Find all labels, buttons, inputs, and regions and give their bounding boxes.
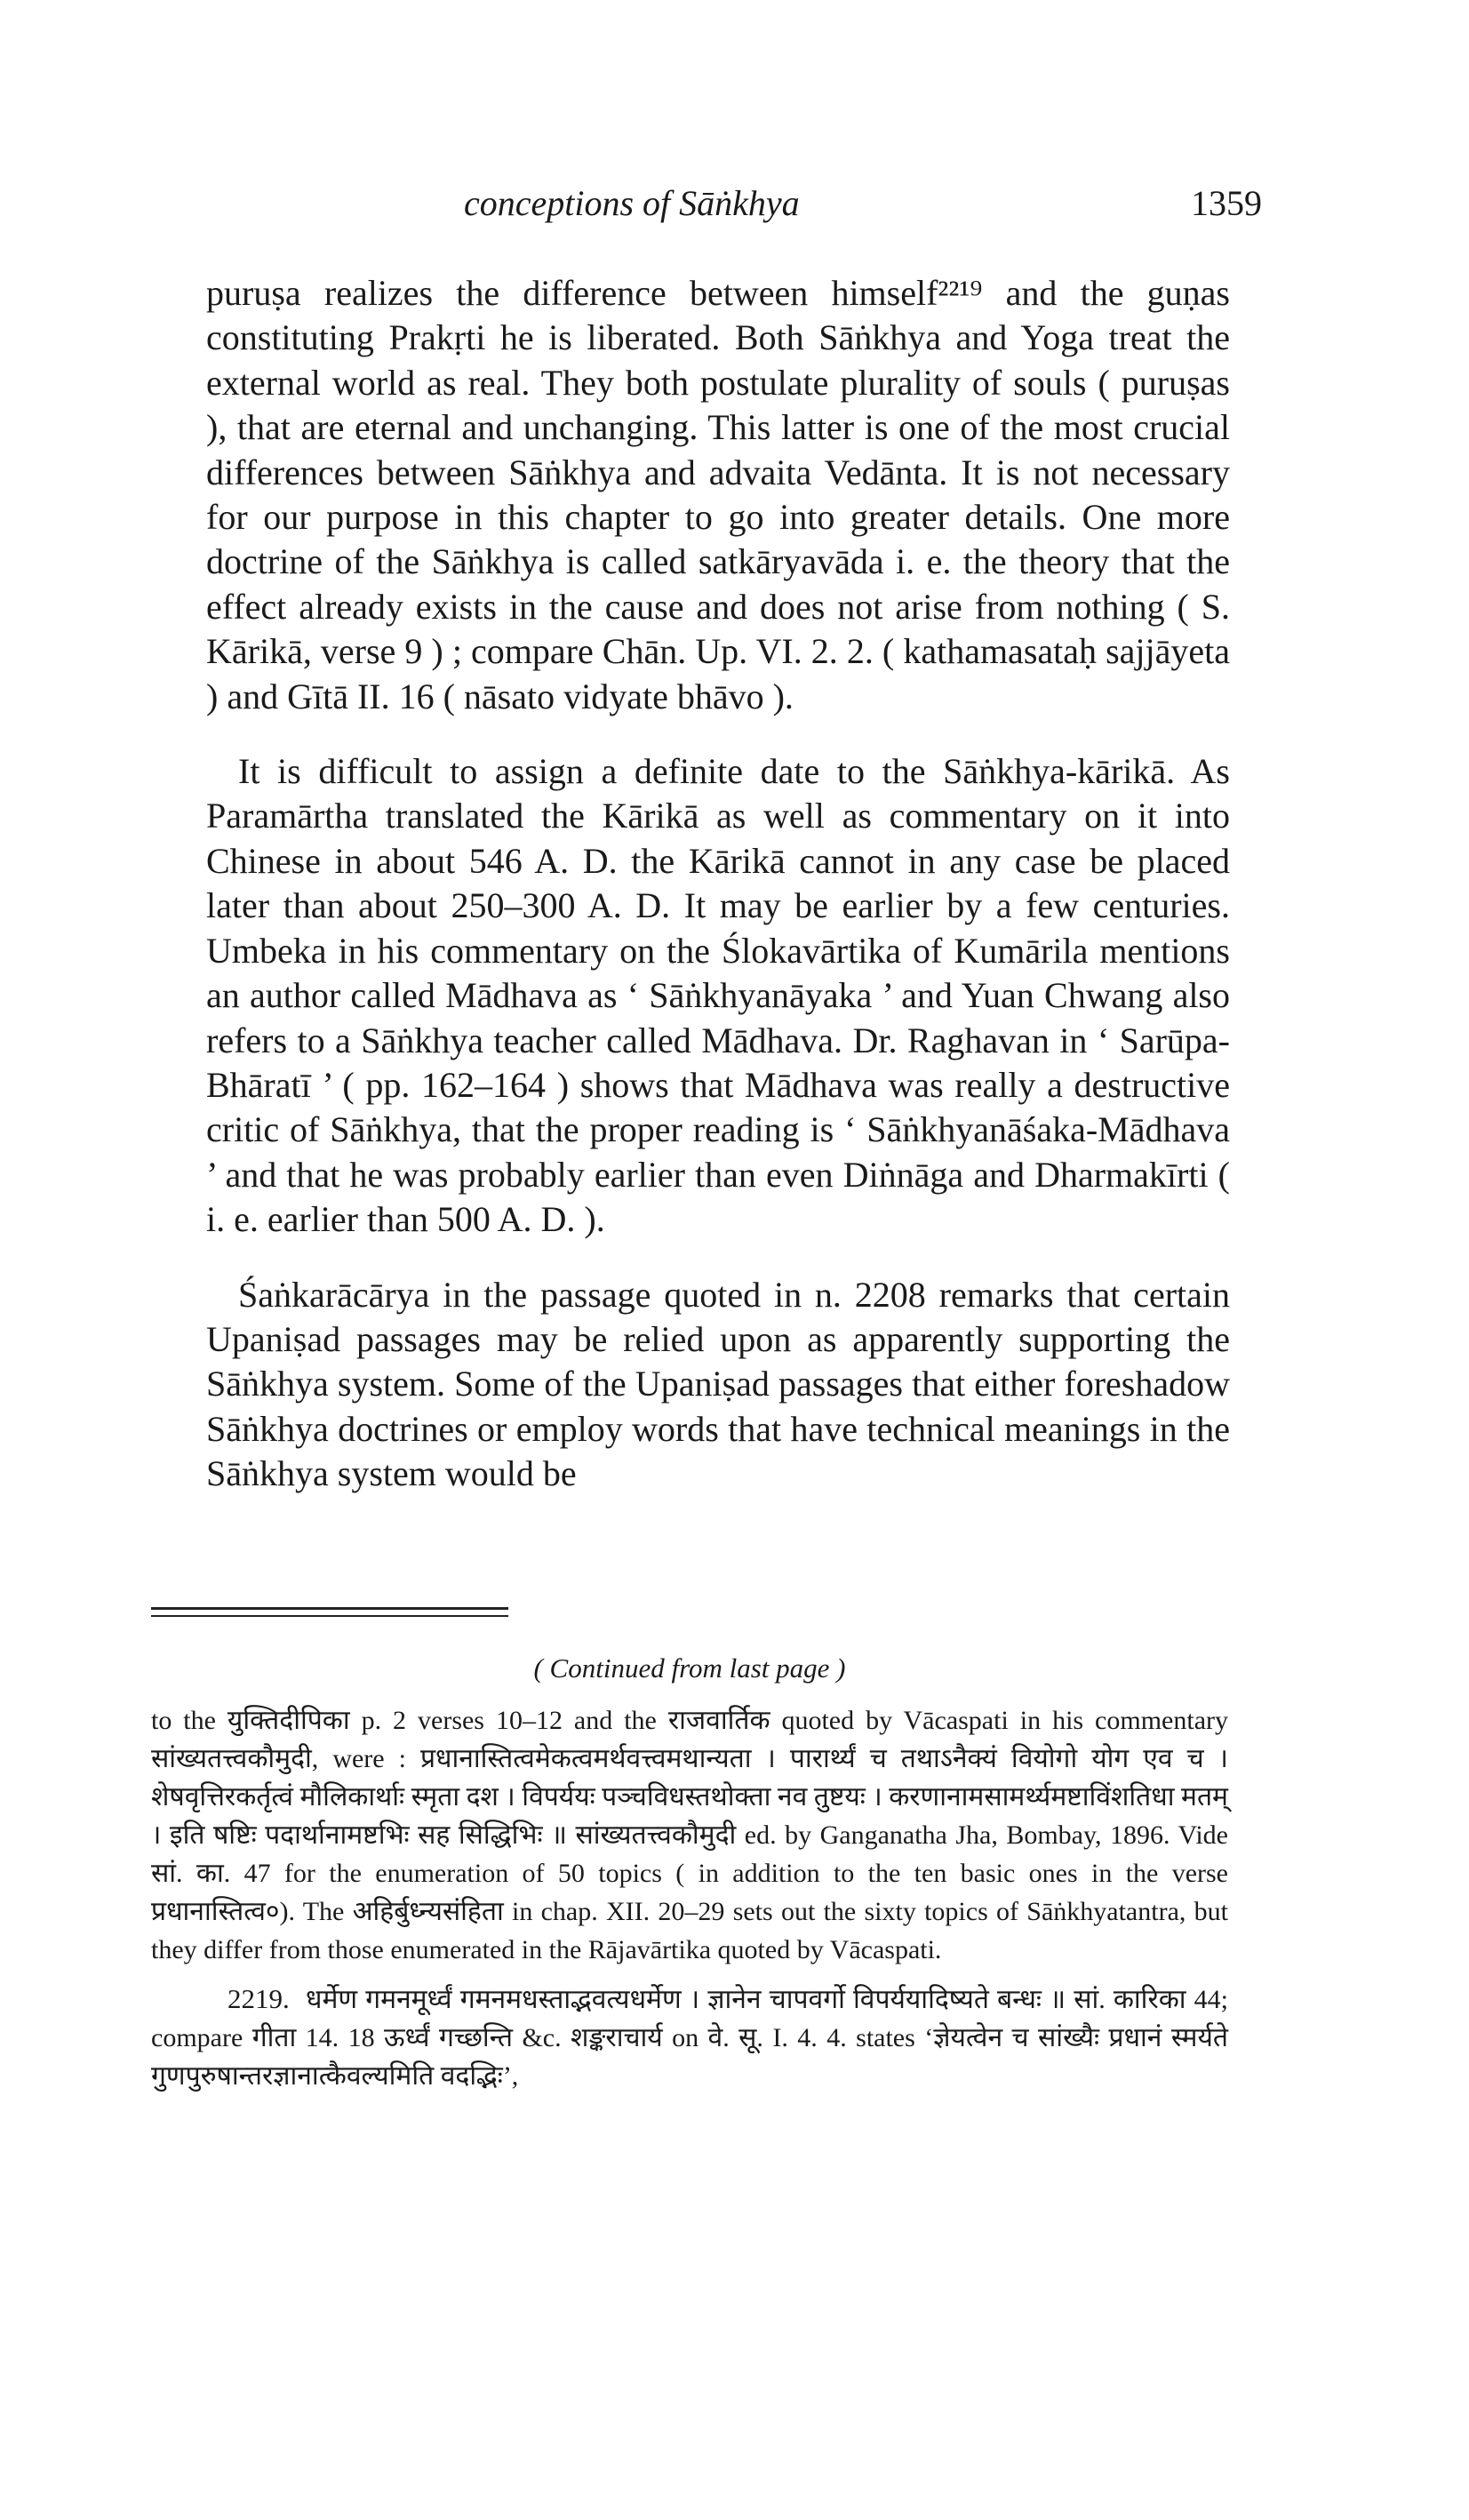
footnote-number: 2219. [228,1983,290,2014]
paragraph: puruṣa realizes the difference between himself²²¹⁹ and the guṇas constituting Prakṛti he is liberated. Both Sāṅkhya and Yoga treat the external world as real. They both postulate plurality of souls ( puruṣas ), that are eternal and unchanging. This latter is one of the most crucial differences between Sāṅkhya and advaita Vedānta. It is not necessary for our purpose in this chapter to go into greater details. One more doctrine of the Sāṅkhya is called satkāryavāda i. e. the theory that the effect already exists in the cause and does not arise from nothing ( S. Kārikā, verse 9 ) ; compare Chān. Up. VI. 2. 2. ( kathamasataḥ sajjāyeta ) and Gītā II. 16 ( nāsato vidyate bhāvo ). [206,273,1230,716]
main-text [206,271,1230,1527]
footnote-text: धर्मेण गमनमूर्ध्वं गमनमधस्ताद्भवत्यधर्मेण । ज्ञानेन चापवर्गो विपर्ययादिष्यते बन्धः ॥ सां. कारिका 44; compare गीता 14. 18 ऊर्ध्वं गच्छन्ति &c. शङ्कराचार्य on वे. सू. I. 4. 4. states ‘ज्ञेयत्वेन च सांख्यैः प्रधानं स्मर्यते गुणपुरुषान्तरज्ञानात्कैवल्यमिति वदद्भिः’, [151,1985,1228,2091]
page-header [0,182,1469,236]
footnote-separator [151,1607,508,1622]
footnotes [151,1649,1228,2095]
continued-label: ( Continued from last page ) [533,1652,846,1684]
page-number: 1359 [1191,183,1262,223]
footnote-2219 [151,1980,1228,2095]
paragraph: It is difficult to assign a definite date to the Sāṅkhya-kārikā. As Paramārtha translated the Kārikā as well as commentary on it into Chinese in about 546 A. D. the Kārikā cannot in any case be placed later than about 250–300 A. D. It may be earlier by a few centuries. Umbeka in his commentary on the Ślokavārtika of Kumārila mentions an author called Mādhava as ‘ Sāṅkhyanāyaka ’ and Yuan Chwang also refers to a Sāṅkhya teacher called Mādhava. Dr. Raghavan in ‘ Sarūpa-Bhāratī ’ ( pp. 162–164 ) shows that Mādhava was really a destructive critic of Sāṅkhya, that the proper reading is ‘ Sāṅkhyanāśaka-Mādhava ’ and that he was probably earlier than even Diṅnāga and Dharmakīrti ( i. e. earlier than 500 A. D. ). [206,751,1230,1240]
continued-footnote: to the युक्तिदीपिका p. 2 verses 10–12 and the राजवार्तिक quoted by Vācaspati in his commentary सांख्यतत्त्वकौमुदी, were : प्रधानास्तित्वमेकत्वमर्थवत्त्वमथान्यता । पारार्थ्यं च तथाऽनैक्यं वियोगो योग एव च । शेषवृत्तिरकर्तृत्वं मौलिकार्थाः स्मृता दश । विपर्ययः पञ्चविधस्तथोक्ता नव तुष्टयः । करणानामसामर्थ्यमष्टाविंशतिधा मतम् । इति षष्टिः पदार्थानामष्टभिः सह सिद्धिभिः ॥ सांख्यतत्त्वकौमुदी ed. by Ganganatha Jha, Bombay, 1896. Vide सां. का. 47 for the enumeration of 50 topics ( in addition to the ten basic ones in the verse प्रधानास्तित्व०). The अहिर्बुध्न्यसंहिता in chap. XII. 20–29 sets out the sixty topics of Sāṅkhyatantra, but they differ from those enumerated in the Rājavārtika quoted by Vācaspati. [151,1706,1228,1964]
paragraph: Śaṅkarācārya in the passage quoted in n. 2208 remarks that certain Upaniṣad passages may be relied upon as apparently supporting the Sāṅkhya system. Some of the Upaniṣad passages that either foreshadow Sāṅkhya doctrines or employ words that have technical meanings in the Sāṅkhya system would be [206,1274,1230,1494]
running-title: conceptions of Sāṅkhya [464,183,800,223]
